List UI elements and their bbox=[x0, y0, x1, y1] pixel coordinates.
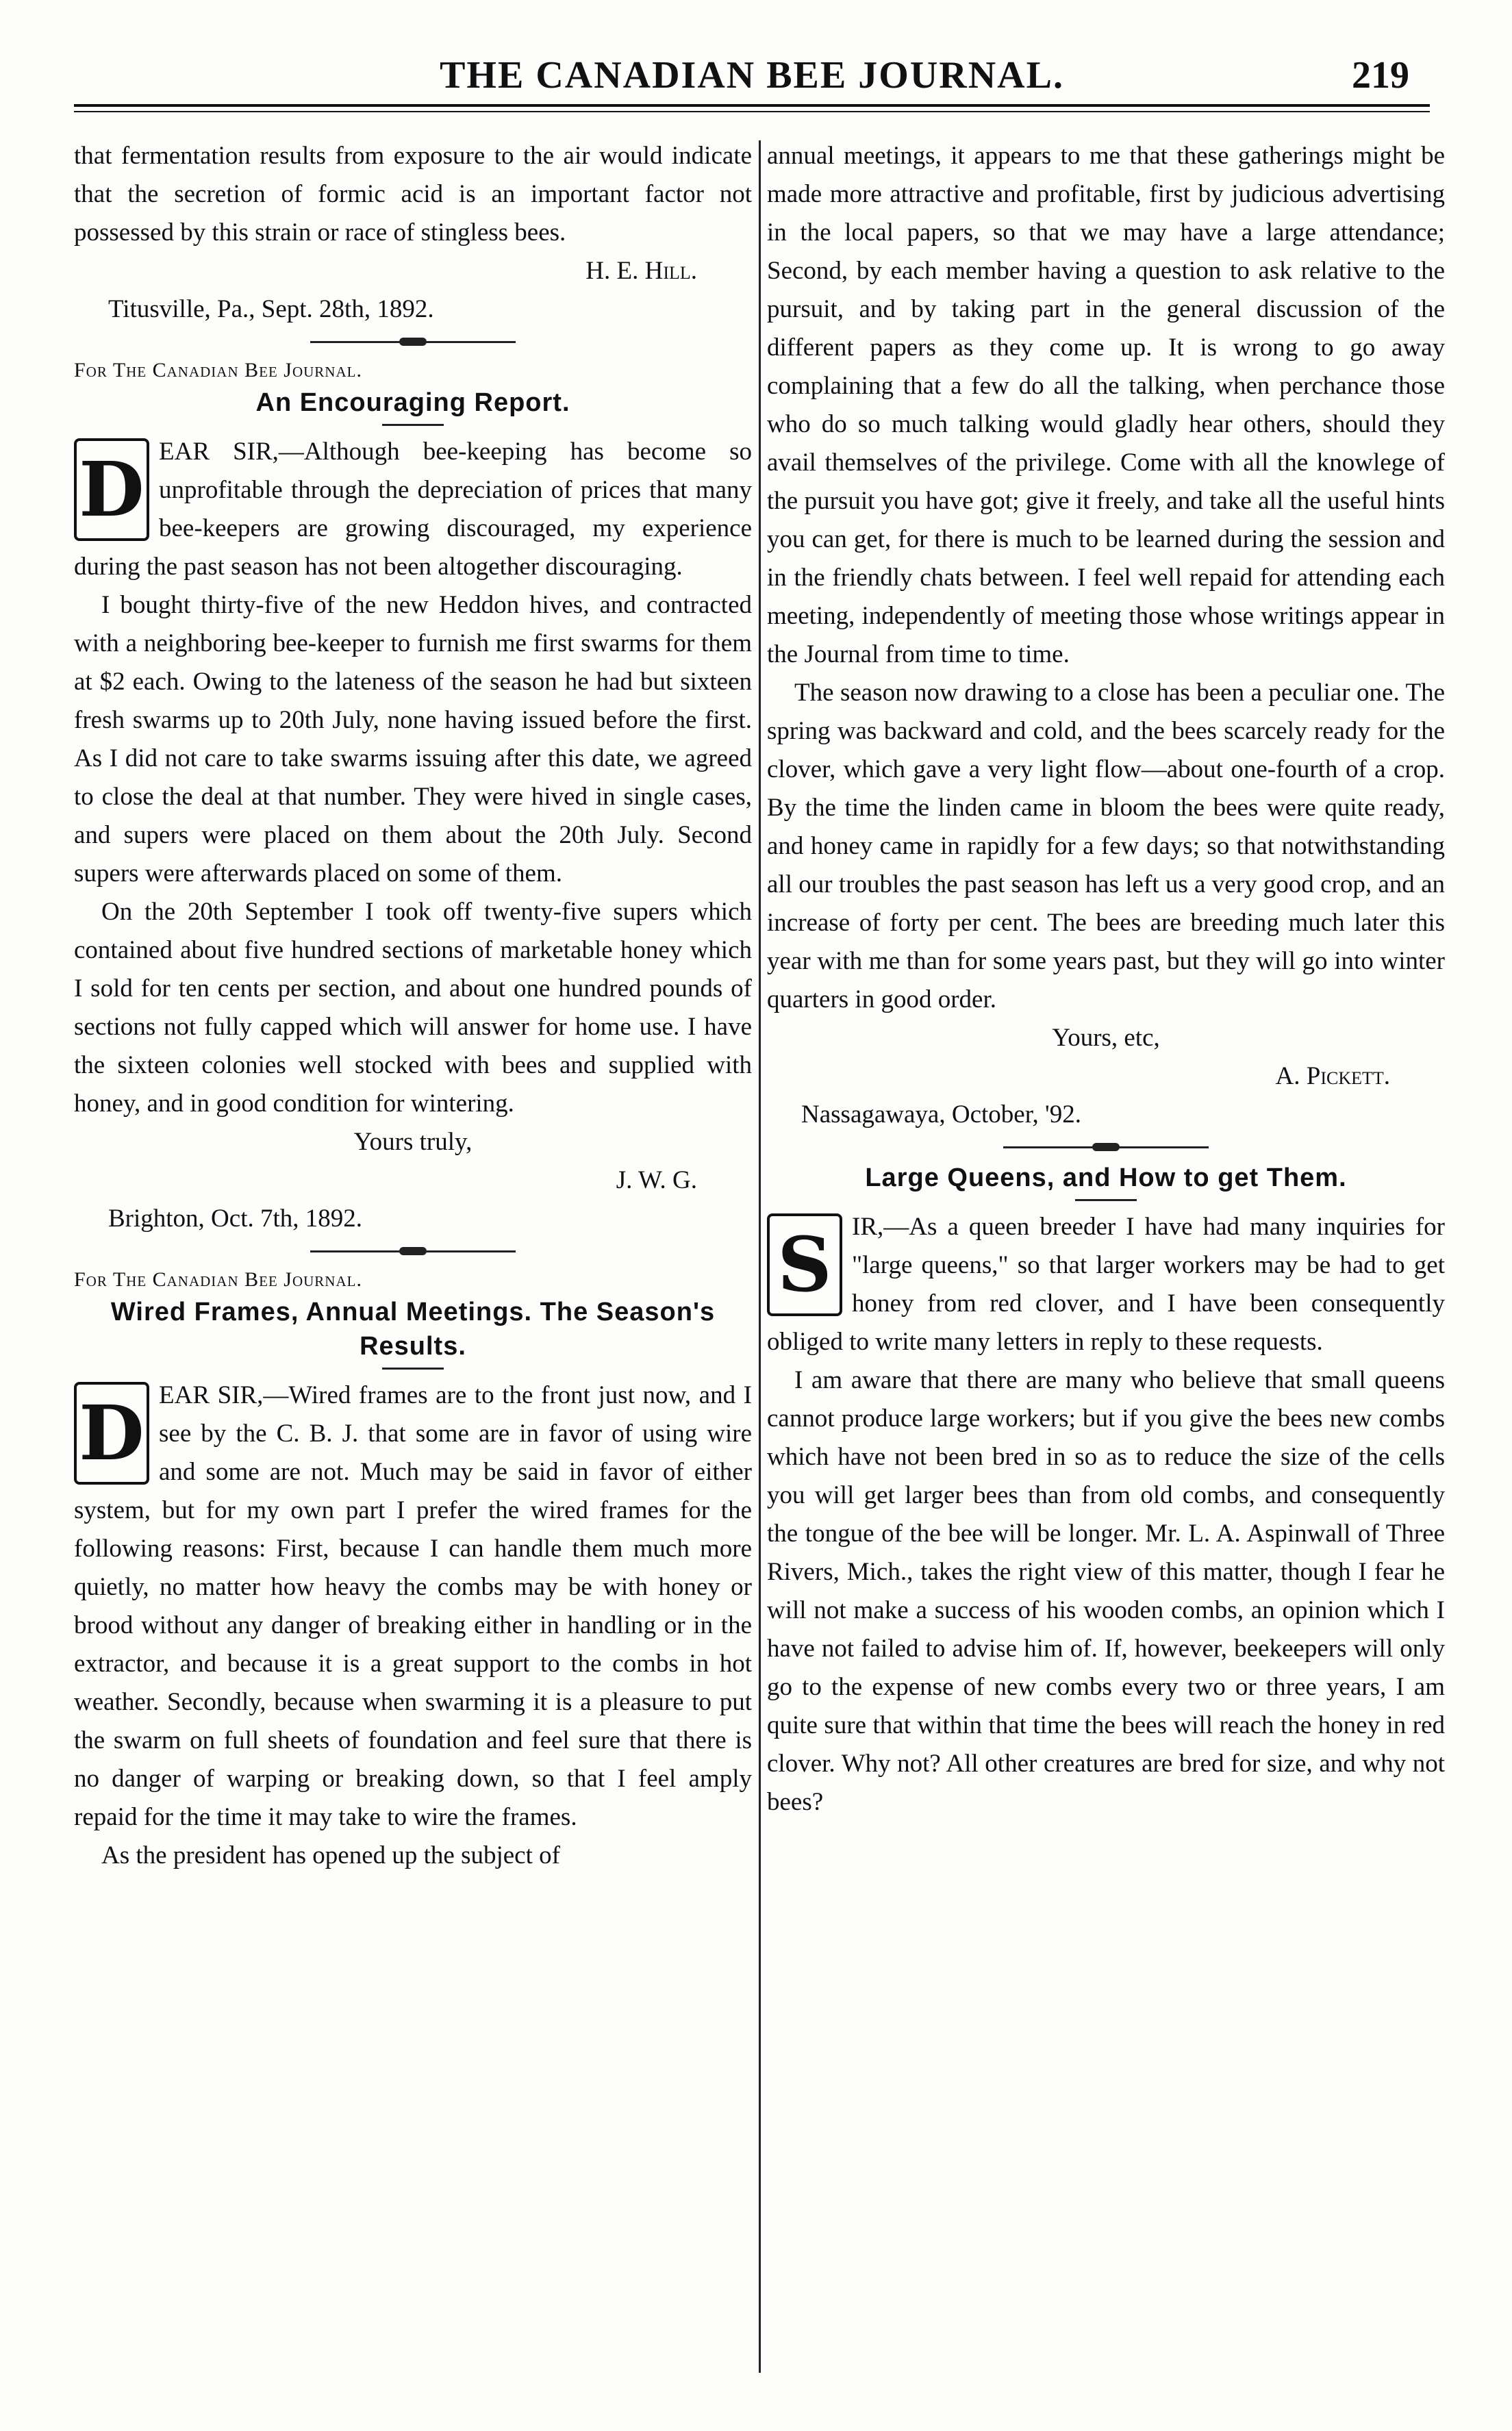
article-title-large-queens: Large Queens, and How to get Them. bbox=[865, 1163, 1347, 1192]
intro-paragraph: that fermentation results from exposure to the air would indicate that the secretion of formic acid is an important factor not possessed by this strain or race of stingless bees. bbox=[74, 142, 752, 247]
ornament-divider bbox=[310, 1250, 516, 1252]
article-paragraph: EAR SIR,—Wired frames are to the front just now, and I see by the C. B. J. that some are in favor of using wire and some are not. Much may be said in favor of either system, but for my own part I prefer the wired frames for the following reasons: First, because I can handle them much more quietly, no matter how heavy the combs may be with honey or brood without any danger of breaking either in handling or in the extractor, and because it is a great support to the combs in hot weather. Secondly, because when swarming it is a pleasure to put the swarm on full sheets of foundation and feel sure that there is no danger of warping or breaking down, so that I feel amply repaid for the time it may take to wire the frames. bbox=[74, 1381, 752, 1831]
intro-author: H. E. Hill. bbox=[585, 257, 697, 285]
title-rule bbox=[1075, 1199, 1137, 1201]
ornament-divider bbox=[310, 341, 516, 343]
article-title-encouraging-report: An Encouraging Report. bbox=[255, 388, 570, 417]
column-divider bbox=[759, 140, 761, 2373]
ornament-divider bbox=[1003, 1146, 1209, 1148]
article-paragraph: The season now drawing to a close has been a peculiar one. The spring was backward and cold, and the bees scarcely ready for the clover, which gave a very light flow—about one-fourth of a crop. By the time the linden came in bloom the bees were quite ready, and honey came in rapidly for a few days; so that notwithstanding all our troubles the past season has left us a very good crop, and an increase of forty per cent. The bees are breeding much later this year with me than for some years past, but they will go into winter quarters in good order. bbox=[767, 679, 1445, 1013]
letter-signature: A. Pickett. bbox=[1275, 1062, 1390, 1090]
letter-place-date: Brighton, Oct. 7th, 1892. bbox=[108, 1205, 363, 1233]
right-column bbox=[767, 137, 1445, 1822]
article-paragraph: IR,—As a queen breeder I have had many inquiries for "large queens," so that larger workers may be had to get honey from red clover, and I have been consequently obliged to write many letters in reply to these requests. bbox=[767, 1213, 1445, 1356]
article-source: For The Canadian Bee Journal. bbox=[74, 359, 362, 381]
page-header bbox=[74, 53, 1430, 101]
header-rule-thin bbox=[74, 111, 1430, 112]
article-paragraph: I bought thirty-five of the new Heddon hives, and contracted with a neighboring bee-keeper to furnish me first swarms for them at $2 each. Owing to the lateness of the season he had but sixteen fresh swarms up to 20th July, none having issued before the first. As I did not care to take swarms issuing after this date, we agreed to close the deal at that number. They were hived in single cases, and supers were placed on them about the 20th July. Second supers were afterwards placed on some of them. bbox=[74, 591, 752, 887]
article-source: For The Canadian Bee Journal. bbox=[74, 1268, 362, 1291]
letter-place-date: Nassagawaya, October, '92. bbox=[801, 1100, 1081, 1129]
letter-closing: Yours, etc, bbox=[1052, 1024, 1160, 1052]
letter-signature: J. W. G. bbox=[616, 1166, 697, 1194]
article-paragraph: annual meetings, it appears to me that these gatherings might be made more attractive and profitable, first by judicious advertising in the local papers, so that we may have a large attendance; Second, by each member having a question to ask relative to the pursuit, and by taking part in the general discussion of the different papers as they come up. It is wrong to go away complaining that a few do all the talking, when perchance those who do so much talking would gladly hear others, should they avail themselves of the privilege. Come with all the knowlege of the pursuit you have got; give it freely, and take all the useful hints you can get, for there is much to be learned during the session and in the friendly chats between. I feel well repaid for attending each meeting, independently of meeting those whose writings appear in the Journal from time to time. bbox=[767, 142, 1445, 668]
left-column bbox=[74, 137, 752, 1875]
drop-cap: D bbox=[74, 438, 149, 541]
letter-closing: Yours truly, bbox=[353, 1128, 473, 1156]
intro-place-date: Titusville, Pa., Sept. 28th, 1892. bbox=[108, 295, 434, 323]
journal-title: THE CANADIAN BEE JOURNAL. bbox=[440, 54, 1064, 97]
article-paragraph: I am aware that there are many who believe that small queens cannot produce large workers; but if you give the bees new combs which have not been bred in so as to reduce the size of the cells you will get larger bees than from old combs, and consequently the tongue of the bee will be longer. Mr. L. A. Aspinwall of Three Rivers, Mich., takes the right view of this matter, though I fear he will not make a success of his wooden combs, an opinion which I have not failed to advise him of. If, however, beekeepers will only go to the expense of new combs every two or three years, I am quite sure that within that time the bees will reach the honey in red clover. Why not? All other creatures are bred for size, and why not bees? bbox=[767, 1366, 1445, 1816]
article-paragraph: EAR SIR,—Although bee-keeping has become so unprofitable through the depreciation of prices that many bee-keepers are growing discouraged, my experience during the past season has not been altogether discouraging. bbox=[74, 438, 752, 581]
title-rule bbox=[382, 1368, 444, 1370]
page-number: 219 bbox=[1352, 54, 1409, 97]
article-paragraph: As the president has opened up the subject of bbox=[101, 1841, 560, 1869]
drop-cap: D bbox=[74, 1382, 149, 1485]
article-paragraph: On the 20th September I took off twenty-five supers which contained about five hundred sections of marketable honey which I sold for ten cents per section, and about one hundred pounds of sections not fully capped which will answer for home use. I have the sixteen colonies well stocked with bees and supplied with honey, and in good condition for wintering. bbox=[74, 898, 752, 1118]
header-rule-thick bbox=[74, 104, 1430, 107]
title-rule bbox=[382, 424, 444, 426]
drop-cap: S bbox=[767, 1213, 842, 1316]
article-title-wired-frames: Wired Frames, Annual Meetings. The Season's Results. bbox=[110, 1298, 716, 1361]
